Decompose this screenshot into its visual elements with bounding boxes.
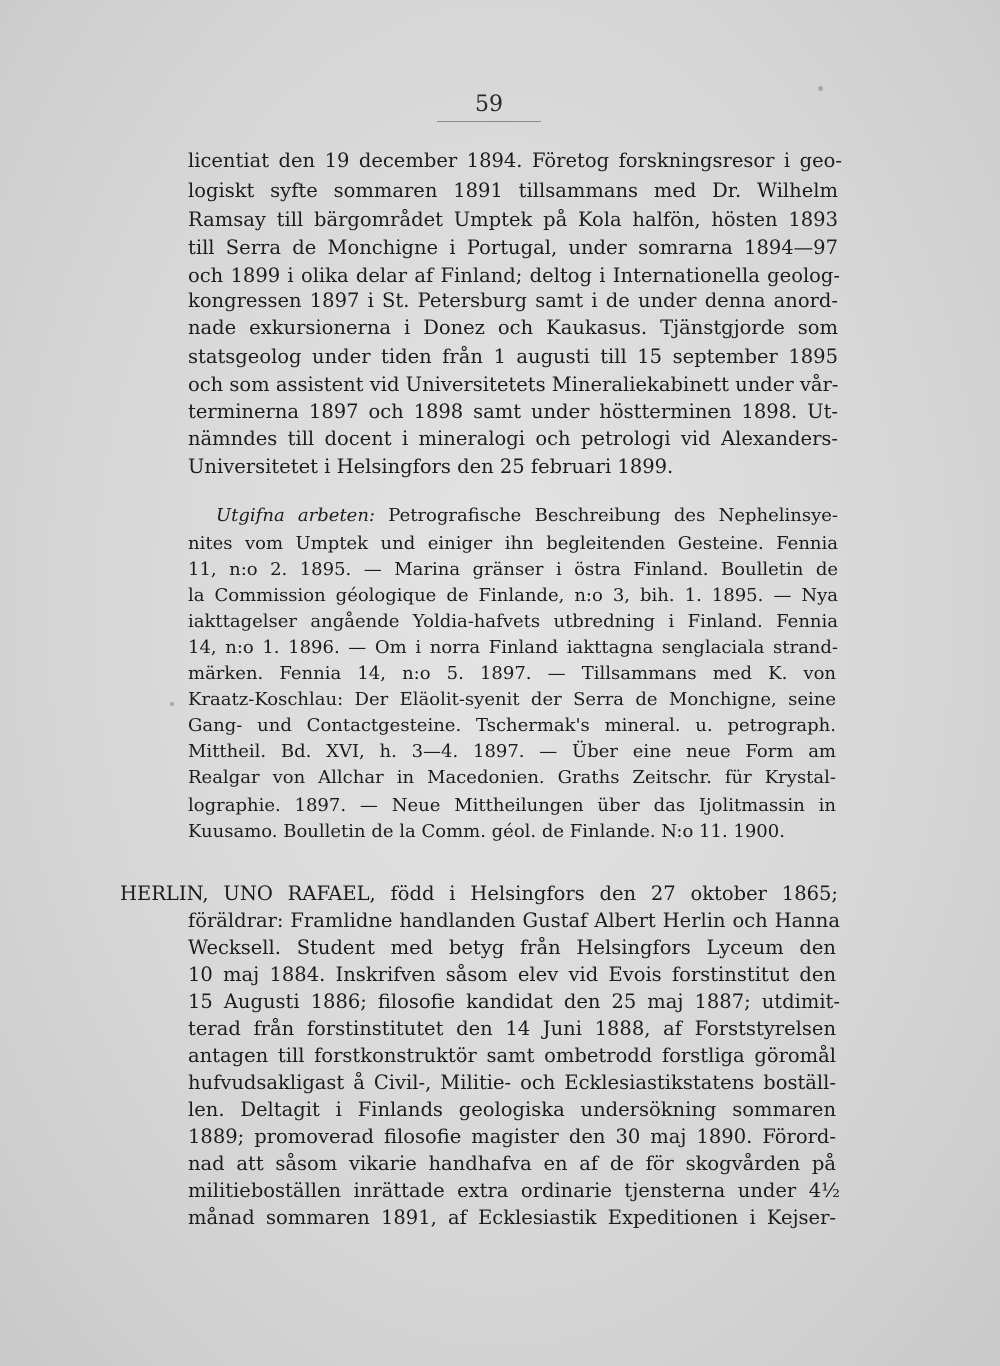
page-number-rule bbox=[437, 121, 541, 122]
text-line: logiskt syfte sommaren 1891 tillsammans med Dr. Wilhelm bbox=[188, 179, 838, 202]
text-line: kongressen 1897 i St. Petersburg samt i de under denna anord- bbox=[188, 289, 838, 312]
text-line: 1889; promoverad filosofie magister den 30 maj 1890. Förord- bbox=[188, 1125, 836, 1148]
text-line: Universitetet i Helsingfors den 25 februari 1899. bbox=[188, 455, 674, 478]
text-line: statsgeolog under tiden från 1 augusti till 15 september 1895 bbox=[188, 345, 838, 368]
text-line: HERLIN, UNO RAFAEL, född i Helsingfors den 27 oktober 1865; bbox=[120, 882, 838, 905]
text-line: militieboställen inrättade extra ordinarie tjensterna under 4½ bbox=[188, 1179, 840, 1202]
page-number: 59 bbox=[475, 92, 503, 117]
text-line: lographie. 1897. — Neue Mittheilungen über das Ijolitmassin in bbox=[188, 795, 836, 816]
paper-speck bbox=[818, 86, 823, 91]
text-line: föräldrar: Framlidne handlanden Gustaf Albert Herlin och Hanna bbox=[188, 909, 840, 932]
text-line: 15 Augusti 1886; filosofie kandidat den 25 maj 1887; utdimit- bbox=[188, 990, 840, 1013]
text-line: 10 maj 1884. Inskrifven såsom elev vid Evois forstinstitut den bbox=[188, 963, 836, 986]
text-line: märken. Fennia 14, n:o 5. 1897. — Tillsammans med K. von bbox=[188, 663, 836, 684]
text-line: Ramsay till bärgområdet Umptek på Kola halfön, hösten 1893 bbox=[188, 208, 838, 231]
text-line: Kraatz-Koschlau: Der Eläolit-syenit der Serra de Monchigne, seine bbox=[188, 689, 836, 710]
text-line: iakttagelser angående Yoldia-hafvets utbredning i Finland. Fennia bbox=[188, 611, 838, 632]
text-line: Wecksell. Student med betyg från Helsingfors Lyceum den bbox=[188, 936, 836, 959]
text-line: månad sommaren 1891, af Ecklesiastik Expeditionen i Kejser- bbox=[188, 1206, 836, 1229]
text-line: terminerna 1897 och 1898 samt under höstterminen 1898. Ut- bbox=[188, 400, 838, 423]
text-line: len. Deltagit i Finlands geologiska undersökning sommaren bbox=[188, 1098, 836, 1121]
text-line: 14, n:o 1. 1896. — Om i norra Finland iakttagna senglaciala strand- bbox=[188, 637, 838, 658]
text-line: Kuusamo. Boulletin de la Comm. géol. de Finlande. N:o 11. 1900. bbox=[188, 821, 785, 842]
publications-label: Utgifna arbeten: bbox=[216, 505, 375, 526]
text-line: hufvudsakligast å Civil-, Militie- och Ecklesiastikstatens boställ- bbox=[188, 1071, 836, 1094]
text-line: nämndes till docent i mineralogi och petrologi vid Alexanders- bbox=[188, 427, 838, 450]
text-line: Gang- und Contactgesteine. Tschermak's mineral. u. petrograph. bbox=[188, 715, 836, 736]
text-line bbox=[216, 502, 838, 529]
text-line: antagen till forstkonstruktör samt ombetrodd forstliga göromål bbox=[188, 1044, 836, 1067]
text-line: till Serra de Monchigne i Portugal, under somrarna 1894—97 bbox=[188, 236, 838, 259]
text-line: och 1899 i olika delar af Finland; deltog i Internationella geolog- bbox=[188, 264, 840, 287]
text-line: Mittheil. Bd. XVI, h. 3—4. 1897. — Über eine neue Form am bbox=[188, 741, 836, 762]
text-line: licentiat den 19 december 1894. Företog forskningsresor i geo- bbox=[188, 149, 842, 172]
text-line: nad att såsom vikarie handhafva en af de för skogvården på bbox=[188, 1152, 836, 1175]
text-line: 11, n:o 2. 1895. — Marina gränser i östra Finland. Boulletin de bbox=[188, 559, 838, 580]
paper-speck bbox=[170, 702, 174, 706]
text-line: la Commission géologique de Finlande, n:o 3, bih. 1. 1895. — Nya bbox=[188, 585, 838, 606]
text-line: nade exkursionerna i Donez och Kaukasus. Tjänstgjorde som bbox=[188, 316, 838, 339]
publications-text: Petrografische Beschreibung des Nephelinsye- bbox=[388, 505, 838, 526]
text-line: Realgar von Allchar in Macedonien. Graths Zeitschr. für Krystal- bbox=[188, 767, 836, 788]
text-line: nites vom Umptek und einiger ihn begleitenden Gesteine. Fennia bbox=[188, 533, 838, 554]
text-line: terad från forstinstitutet den 14 Juni 1888, af Forststyrelsen bbox=[188, 1017, 836, 1040]
text-line: och som assistent vid Universitetets Mineraliekabinett under vår- bbox=[188, 373, 839, 396]
